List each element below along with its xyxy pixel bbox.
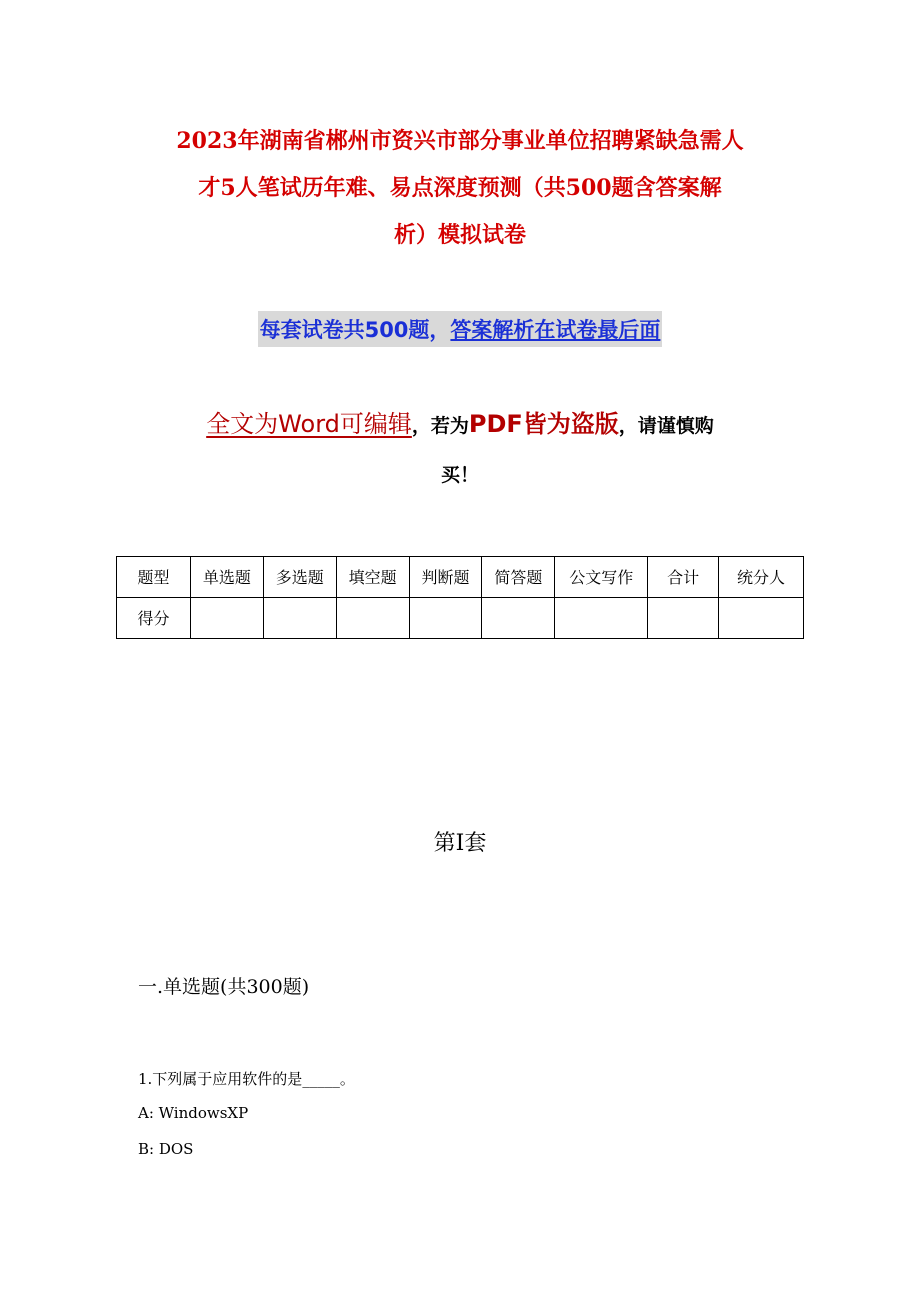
header-cell: 填空题 xyxy=(336,557,409,598)
header-cell: 统分人 xyxy=(719,557,804,598)
option-b: B: DOS xyxy=(138,1140,194,1158)
warning-editable: 全文为Word可编辑 xyxy=(206,410,412,438)
score-cell xyxy=(409,598,482,639)
set-title: 第I套 xyxy=(433,831,487,856)
option-a: A: WindowsXP xyxy=(138,1104,249,1122)
warning-if: ，若为 xyxy=(411,415,469,437)
warning-buy: 买！ xyxy=(440,464,479,486)
title-line-3: 析）模拟试卷 xyxy=(393,222,526,248)
header-cell: 合计 xyxy=(648,557,719,598)
header-cell: 单选题 xyxy=(190,557,263,598)
score-cell xyxy=(555,598,648,639)
score-cell xyxy=(336,598,409,639)
notice-banner xyxy=(0,311,920,347)
score-cell xyxy=(190,598,263,639)
title-line-1: 2023年湖南省郴州市资兴市部分事业单位招聘紧缺急需人 xyxy=(176,128,744,154)
header-cell: 多选题 xyxy=(263,557,336,598)
score-row xyxy=(117,598,804,639)
warning-caution: ，请谨慎购 xyxy=(618,415,714,437)
piracy-warning xyxy=(120,400,800,500)
score-table xyxy=(116,556,804,639)
header-cell: 公文写作 xyxy=(555,557,648,598)
question-stem: 1.下列属于应用软件的是_____。 xyxy=(138,1070,355,1088)
score-cell xyxy=(648,598,719,639)
notice-text-2: 答案解析在试卷最后面 xyxy=(450,318,661,342)
score-row-label: 得分 xyxy=(117,598,191,639)
document-title xyxy=(120,118,800,259)
header-cell: 简答题 xyxy=(482,557,555,598)
section-title: 一.单选题(共300题) xyxy=(138,976,310,998)
score-cell xyxy=(263,598,336,639)
score-header-row xyxy=(117,557,804,598)
header-cell: 题型 xyxy=(117,557,191,598)
warning-pdf: PDF皆为盗版 xyxy=(468,410,619,438)
notice-text-1: 每套试卷共500题， xyxy=(259,318,451,342)
score-cell xyxy=(719,598,804,639)
header-cell: 判断题 xyxy=(409,557,482,598)
title-line-2: 才5人笔试历年难、易点深度预测（共500题含答案解 xyxy=(198,175,722,201)
score-cell xyxy=(482,598,555,639)
notice-highlight xyxy=(258,311,663,347)
